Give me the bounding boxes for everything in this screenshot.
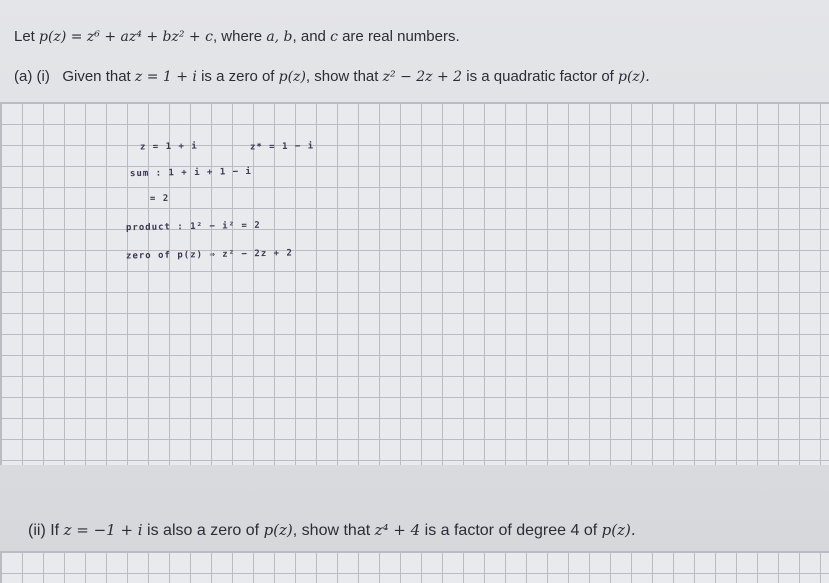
handwritten-line-5: zero of p(z) ⇒ z² − 2z + 2 — [125, 248, 293, 262]
question-a-given: Given that — [62, 68, 131, 85]
intro-lead: Let — [14, 28, 35, 45]
question-a-pz: p(z) — [278, 69, 306, 85]
given-zero: z = 1 + i — [134, 69, 197, 85]
question-b-pz: p(z) — [263, 521, 293, 539]
handwritten-line-1b: z* = 1 − i — [249, 141, 315, 153]
intro-tail: are real numbers. — [342, 28, 460, 45]
answer-grid-b[interactable] — [0, 551, 829, 583]
intro-c: c — [330, 29, 338, 45]
problem-intro — [14, 28, 460, 45]
question-a-is-zero-of: is a zero of — [201, 68, 275, 85]
question-a-is-quad: is a quadratic factor of — [466, 68, 614, 85]
question-b-is-also: is also a zero of — [147, 522, 260, 539]
answer-grid-a[interactable] — [0, 102, 829, 465]
question-a-ii — [28, 521, 636, 540]
question-a-i — [14, 68, 650, 85]
intro-and: , and — [292, 28, 326, 45]
question-b-show: , show that — [292, 522, 371, 539]
handwritten-line-4: product : 1² − i² = 2 — [125, 220, 261, 234]
polynomial-definition: p(z) = z⁶ + az⁴ + bz² + c — [39, 29, 213, 45]
second-zero: z = −1 + i — [63, 521, 143, 539]
handwritten-line-2: sum : 1 + i + 1 − i — [129, 166, 253, 180]
question-b-pz-end: p(z). — [601, 521, 636, 539]
intro-vars: a, b — [266, 29, 293, 45]
handwritten-line-1a: z = 1 + i — [139, 141, 198, 153]
question-label-a-i: (a) (i) — [14, 68, 50, 85]
question-b-tail: is a factor of degree 4 of — [424, 522, 598, 539]
quartic-factor: z⁴ + 4 — [374, 521, 421, 539]
intro-where: , where — [212, 28, 263, 45]
question-a-show: , show that — [305, 68, 379, 85]
handwritten-line-3: = 2 — [149, 193, 170, 205]
question-label-a-ii: (ii) If — [28, 522, 60, 539]
question-a-pz-end: p(z). — [618, 69, 650, 85]
quadratic-factor: z² − 2z + 2 — [382, 69, 463, 85]
